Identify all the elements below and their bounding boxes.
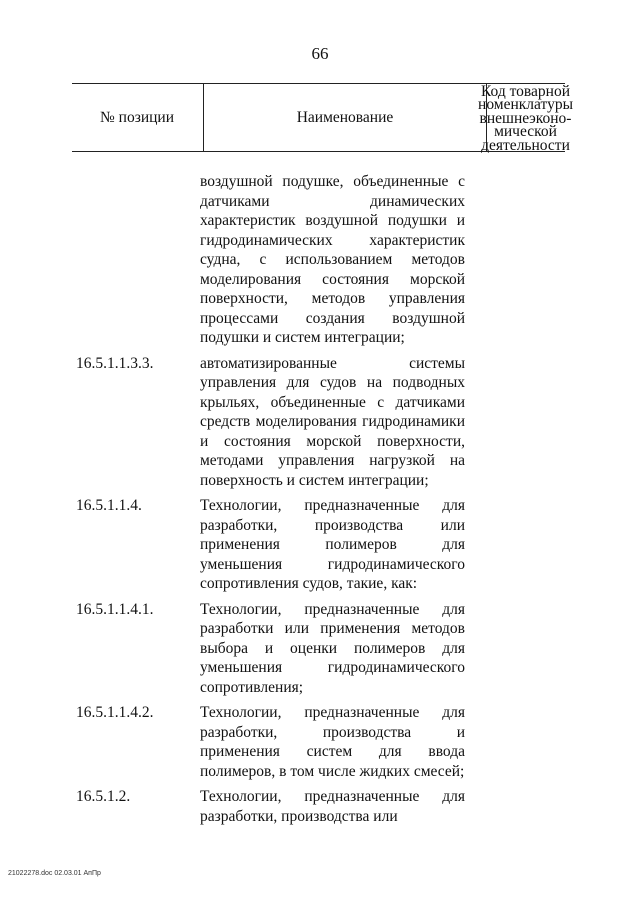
header-position: № позиции [99, 108, 174, 126]
table-row [72, 787, 565, 826]
table-row [72, 172, 565, 348]
row-text: Технологии, предназначенные для разработки, производства или применения полимеров для уменьшения гидродинамического сопротивления судов, такие, как: [200, 497, 465, 592]
row-text: воздушной подушке, объединенные с датчиками динамических характеристик воздушной подушки и гидродинамических характеристик судна, с использованием методов моделирования состояния морской поверхности, методов управления процессами создания воздушной подушки и систем интеграции; [200, 173, 465, 346]
row-position: 16.5.1.1.4.1. [76, 600, 154, 618]
header-name: Наименование [203, 84, 487, 151]
document-footer: 21022278.doc 02.03.01 АпПр [8, 870, 101, 877]
row-text: Технологии, предназначенные для разработки или применения методов выбора и оценки полимеров для уменьшения гидродинамического сопротивления; [200, 600, 465, 696]
row-position [72, 172, 200, 348]
page-number: 66 [311, 44, 329, 63]
row-text: Технологии, предназначенные для разработки, производства и применения систем для ввода полимеров, в том числе жидких смесей; [200, 704, 465, 780]
header-code: Код товарной номенклатуры внешнеэконо-мической деятельности [478, 82, 573, 154]
row-text: автоматизированные системы управления для судов на подводных крыльях, объединенные с датчиками средств моделирования гидродинамики и состояния морской поверхности, методами управления нагрузкой на поверхность и систем интеграции; [200, 354, 465, 489]
table-row [72, 600, 565, 698]
table-row [72, 703, 565, 781]
table-row [72, 496, 565, 594]
row-position: 16.5.1.1.4.2. [76, 704, 154, 721]
row-position: 16.5.1.2. [76, 788, 131, 805]
table-header [72, 82, 573, 154]
row-position: 16.5.1.1.3.3. [76, 354, 154, 372]
table-body [72, 172, 565, 832]
table-row [72, 354, 565, 491]
row-position: 16.5.1.1.4. [76, 497, 142, 514]
row-text: Технологии, предназначенные для разработки, производства или [200, 788, 465, 825]
